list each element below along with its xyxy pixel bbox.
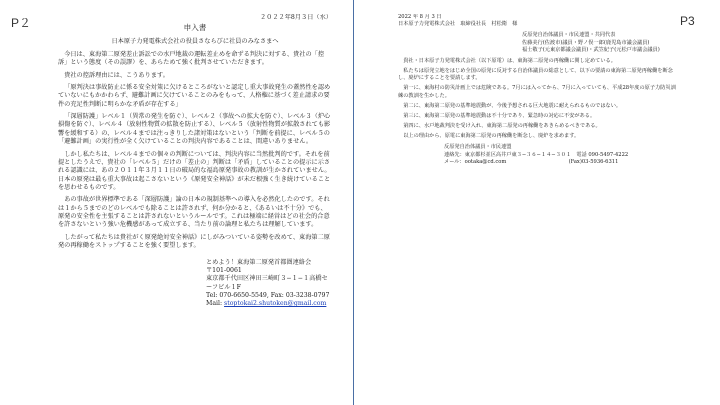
left-paragraph-6: あの事故が世界標準である「深層防護」論の日本の規制基準への導入を必然化したのです。それは１から５までのどのレベルでも除ることは許されず、何か分かると、《あるいは不十分》でも、原発の安全性を主張することは許されないというルールです。これは極端に経営はどの社会的合意を許さないという強い危機感があって成立する、当たり前の論理と私たちは理解しています。 [58, 196, 330, 229]
left-paragraph-3: 「原判決は事故防止に係る安全対策に欠けるところがないと認定し重大事故発生の蓋然性を認めていないにもかかわらず、避難計画に欠けていることのみをもって、人格権に基づく差止請求の要件の充足性判断に明らかな矛盾が存在する」 [58, 84, 331, 108]
page-label-p3: P3 [680, 14, 695, 28]
right-paragraph-4: 第二に、東海第二原発の基準地震動が、今後予想される巨大地震に耐えられるものではない。 [403, 102, 622, 109]
right-paragraph-5: 第三に、東海第二原発の基準地震動は不十分であり、緊急時の対応に不安がある。 [403, 112, 596, 119]
left-recipient: 日本原子力発電株式会社の役員さならびに社員のみなさまへ [111, 37, 279, 45]
left-document-page [58, 14, 332, 402]
right-paragraph-3: 第一に、東海村の防災計画上では危険である。7月には入ってから、7月に入っていても、平成28年度の原子力防災訓練の教訓を生かした。 [398, 85, 676, 99]
right-header-block [398, 14, 678, 28]
right-document-page [398, 14, 678, 402]
signature-mail-link[interactable]: stoptokai2.shutoken@gmail.com [224, 300, 327, 308]
signature-tel-fax: Tel: 070-6650-5549, Fax: 03-3238-0797 [206, 291, 330, 299]
right-recipient: 日本原子力発電株式会社 取締役社長 村松衛 様 [398, 21, 518, 28]
signature-address: 東京都千代田区神田三崎町３−１−１高橋セーフビル１F [206, 275, 328, 291]
right-paragraph-2: 私たちは原発立地をはじめ全国の原発に反対する自治体議員の総意として、以下の要請の東海第二原発再稼働を断念し、廃炉にすることを要請します。 [398, 68, 673, 82]
signer-line-1: 反原発自治体議員・市民連盟・共同代表 [522, 32, 616, 39]
signature-mail-label: Mail: [206, 300, 225, 308]
right-sign-org: 反原発自治体議員・市民連盟 [444, 144, 512, 151]
page-label-p2: P２ [11, 16, 32, 30]
right-sign-mail: メール：ootaka@cd.com (Fax)03-5936-6311 [444, 158, 619, 165]
right-paragraph-6: 第四に、水戸地裁判決を受け入れ、東海第二原発の再稼働をあきらめるべきである。 [403, 123, 601, 130]
signature-org: とめよう！東海第二原発首都圏連絡会 [206, 258, 312, 266]
left-paragraph-2: 貴社の控訴理由には、こうあります。 [64, 71, 169, 79]
left-paragraph-5: しかし私たちは、レベル４までの個々の判断については、判決内容に当然批判的です。それを前提としたうえで、貴社の「レベル５」だけの「差止の」判断は「矛盾」していることの提示に示される認識には、あの２０１１年３月１１日の破局的な福島原発事故の教訓が生かされていません。日本の原発は最も重大事故は起こさないという《原発安全神話》が未だ根強く生き続けていることを思わせるものです。 [58, 150, 331, 191]
right-paragraph-1: 貴社・日本原子力発電株式会社（以下原電）は、東海第二原発の再稼働に関し定めている。 [403, 57, 616, 64]
right-paragraph-7: 以上の理由から、原電に東海第二原発の再稼働を断念し、廃炉を求めます。 [403, 133, 580, 140]
left-signature-block [206, 259, 332, 309]
page-divider [353, 0, 354, 405]
left-paragraph-4: 「深層防護」レベル１（異常の発生を防ぐ）、レベル２（事故への拡大を防ぐ）、レベル３（炉心損傷を防ぐ）、レベル４（放射性物質の拡散を防止する）、レベル５（放射性物質が拡散されても影響を緩和する）の、レベル４までは注っきりした諸対策はないという「判断を前提に、レベル５の「避難計画」の実行性が全く欠けていることの判決内容であることは、間違いありません。 [58, 113, 331, 146]
right-signature-block [444, 144, 678, 166]
signer-line-2: 佐藤美行(佐渡市)議員・野ノ俣一郎(鹿児島市議会議員) [522, 39, 650, 46]
left-paragraph-1: 今日は、東海第二原発差止訴訟での水戸地裁の運転差止めを命ずる判決に対する、貴社の「控訴」という態度（その誤謬）を、あらためて強く批判させていただきます。 [58, 50, 325, 67]
left-document-title: 申入書 [183, 23, 207, 33]
left-date: ２０２２年8月３日（水） [260, 14, 332, 21]
signature-postal: 〒101-0061 [206, 266, 242, 274]
right-signers [522, 32, 678, 54]
right-sign-contact: 連絡先：東京都杉並区高井戸東３−３６−１４−３０１ 電話 090-5497-4222 [444, 151, 629, 158]
signature-mail-row [206, 300, 332, 308]
signer-line-3: 福士敬子(元東京都議会議員)・武笠紀子(元松戸市議会議員) [522, 46, 660, 53]
left-paragraph-7: したがって私たちは貴社がく原発絶対安全神話》にしがみついている姿勢を改めて、東海第二原発の再稼働をストップすることを強く要望します。 [58, 233, 330, 250]
right-date: 2022 年 8 月 3 日 [398, 14, 442, 20]
